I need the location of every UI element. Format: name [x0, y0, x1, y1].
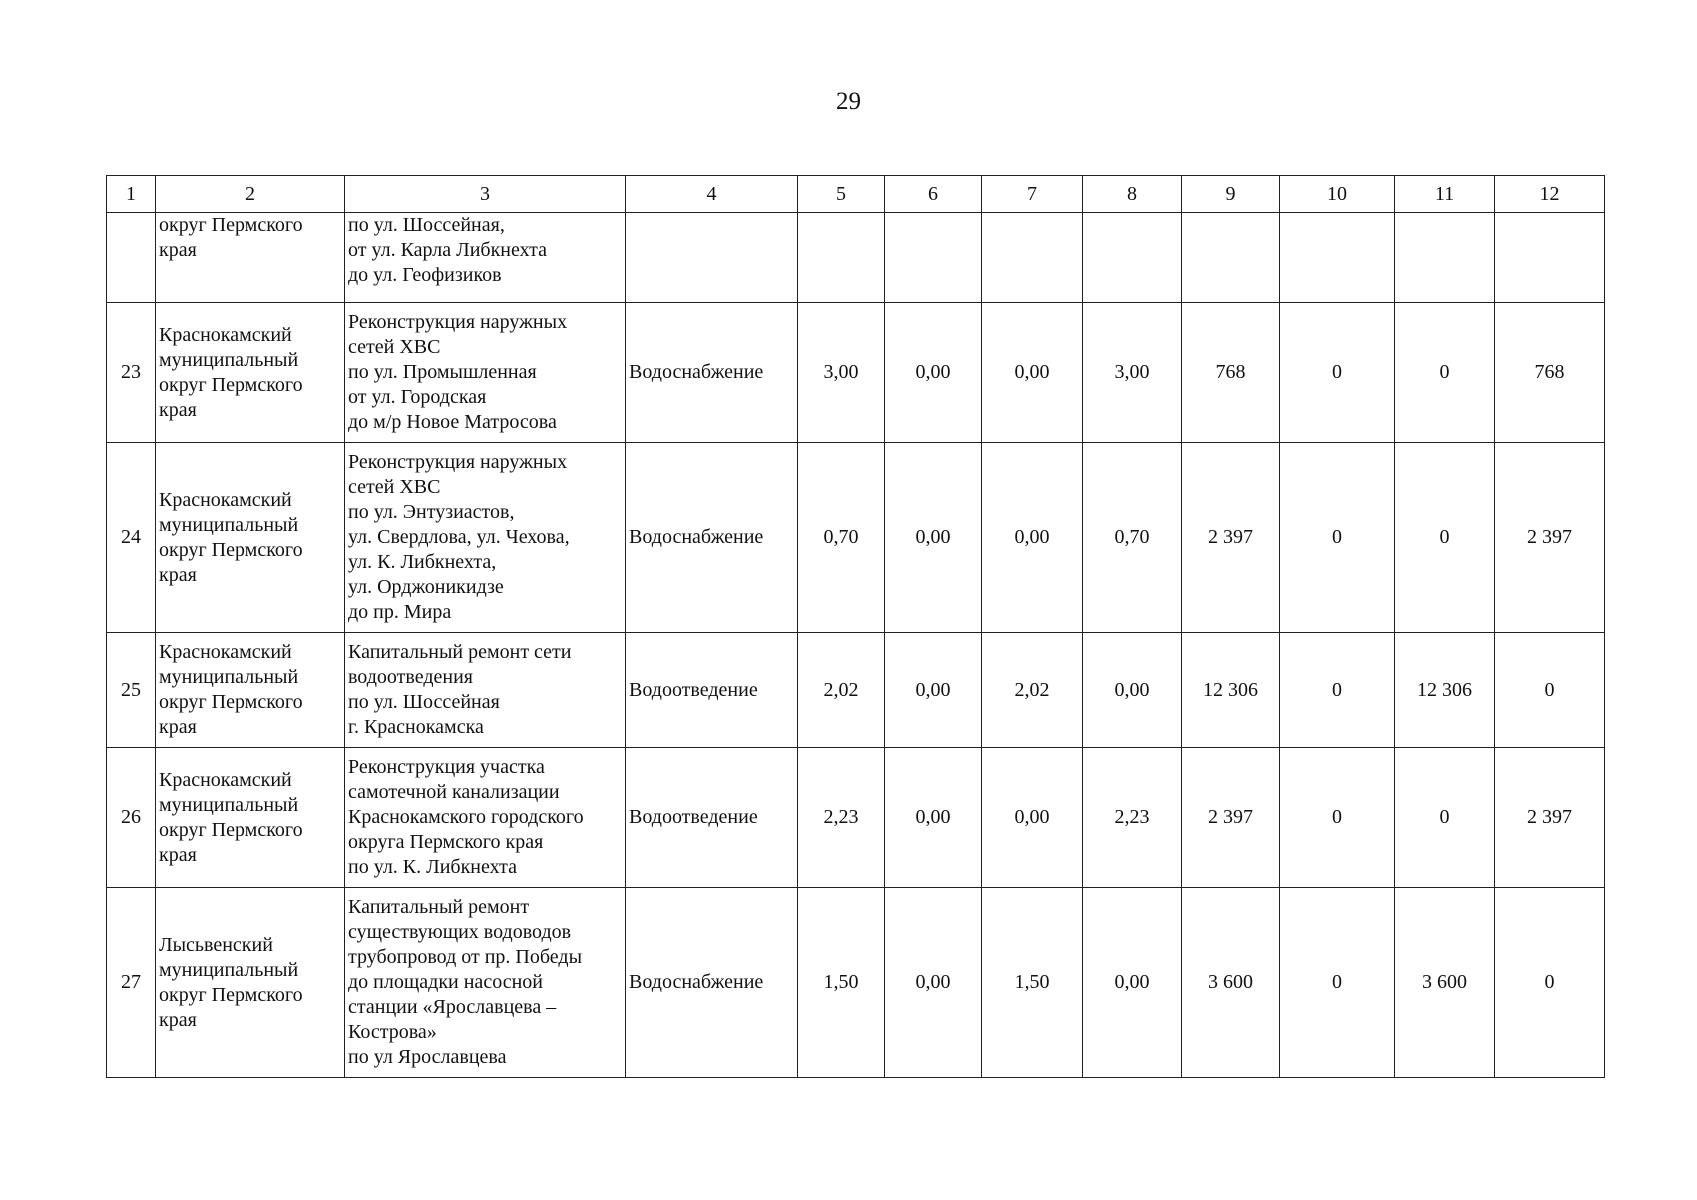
- row-number-cell: 26: [107, 748, 156, 888]
- value-cell-8: 3,00: [1083, 303, 1182, 443]
- value-cell-12: [1495, 213, 1605, 303]
- value-cell-9: 768: [1182, 303, 1280, 443]
- value-cell-12: 768: [1495, 303, 1605, 443]
- data-table: [106, 175, 1605, 1078]
- value-cell-9: 12 306: [1182, 633, 1280, 748]
- row-number-cell: 24: [107, 443, 156, 633]
- value-cell-5: 2,02: [798, 633, 885, 748]
- row-number-cell: [107, 213, 156, 303]
- value-cell-11: [1395, 213, 1495, 303]
- column-header: 8: [1083, 176, 1182, 213]
- page-number: 29: [836, 88, 861, 115]
- table-row: [107, 303, 1605, 443]
- value-cell-8: 0,00: [1083, 888, 1182, 1078]
- service-type-cell: Водоснабжение: [626, 443, 798, 633]
- value-cell-9: 2 397: [1182, 748, 1280, 888]
- object-description-cell: по ул. Шоссейная, от ул. Карла Либкнехта до ул. Геофизиков: [345, 213, 626, 303]
- column-header: 9: [1182, 176, 1280, 213]
- service-type-cell: Водоотведение: [626, 633, 798, 748]
- value-cell-10: 0: [1280, 443, 1395, 633]
- table-body: [107, 176, 1605, 1078]
- value-cell-5: [798, 213, 885, 303]
- value-cell-10: [1280, 213, 1395, 303]
- value-cell-5: 2,23: [798, 748, 885, 888]
- value-cell-12: 2 397: [1495, 748, 1605, 888]
- object-description-cell: Капитальный ремонт существующих водоводов трубопровод от пр. Победы до площадки насосной станции «Ярославцева – Кострова» по ул Ярославцева: [345, 888, 626, 1078]
- value-cell-8: 0,00: [1083, 633, 1182, 748]
- value-cell-6: 0,00: [885, 748, 982, 888]
- value-cell-11: 12 306: [1395, 633, 1495, 748]
- row-number-cell: 25: [107, 633, 156, 748]
- value-cell-10: 0: [1280, 888, 1395, 1078]
- value-cell-11: 3 600: [1395, 888, 1495, 1078]
- object-description-cell: Капитальный ремонт сети водоотведения по ул. Шоссейная г. Краснокамска: [345, 633, 626, 748]
- value-cell-6: 0,00: [885, 303, 982, 443]
- table-row: [107, 748, 1605, 888]
- value-cell-7: 1,50: [982, 888, 1083, 1078]
- column-header: 2: [156, 176, 345, 213]
- column-header: 4: [626, 176, 798, 213]
- value-cell-6: [885, 213, 982, 303]
- object-description-cell: Реконструкция наружных сетей ХВС по ул. Промышленная от ул. Городская до м/р Новое Матросова: [345, 303, 626, 443]
- column-header: 3: [345, 176, 626, 213]
- municipality-cell: Лысьвенский муниципальный округ Пермского края: [156, 888, 345, 1078]
- table-row: [107, 443, 1605, 633]
- column-header: 6: [885, 176, 982, 213]
- column-header: 7: [982, 176, 1083, 213]
- value-cell-9: 2 397: [1182, 443, 1280, 633]
- value-cell-6: 0,00: [885, 888, 982, 1078]
- value-cell-7: 0,00: [982, 443, 1083, 633]
- service-type-cell: [626, 213, 798, 303]
- table-row: [107, 888, 1605, 1078]
- value-cell-9: 3 600: [1182, 888, 1280, 1078]
- value-cell-5: 1,50: [798, 888, 885, 1078]
- municipality-cell: Краснокамский муниципальный округ Пермского края: [156, 443, 345, 633]
- table-header-row: [107, 176, 1605, 213]
- column-header: 10: [1280, 176, 1395, 213]
- value-cell-10: 0: [1280, 303, 1395, 443]
- service-type-cell: Водоснабжение: [626, 303, 798, 443]
- value-cell-7: 0,00: [982, 303, 1083, 443]
- value-cell-11: 0: [1395, 303, 1495, 443]
- value-cell-6: 0,00: [885, 443, 982, 633]
- value-cell-7: 0,00: [982, 748, 1083, 888]
- value-cell-7: [982, 213, 1083, 303]
- value-cell-8: 0,70: [1083, 443, 1182, 633]
- value-cell-12: 0: [1495, 888, 1605, 1078]
- value-cell-6: 0,00: [885, 633, 982, 748]
- value-cell-8: 2,23: [1083, 748, 1182, 888]
- value-cell-10: 0: [1280, 633, 1395, 748]
- object-description-cell: Реконструкция участка самотечной канализации Краснокамского городского округа Пермского края по ул. К. Либкнехта: [345, 748, 626, 888]
- column-header: 12: [1495, 176, 1605, 213]
- municipality-cell: округ Пермского края: [156, 213, 345, 303]
- column-header: 1: [107, 176, 156, 213]
- table-row: [107, 633, 1605, 748]
- table-row: [107, 213, 1605, 303]
- municipality-cell: Краснокамский муниципальный округ Пермского края: [156, 633, 345, 748]
- value-cell-11: 0: [1395, 443, 1495, 633]
- value-cell-12: 2 397: [1495, 443, 1605, 633]
- object-description-cell: Реконструкция наружных сетей ХВС по ул. Энтузиастов, ул. Свердлова, ул. Чехова, ул. К. Либкнехта, ул. Орджоникидзе до пр. Мира: [345, 443, 626, 633]
- row-number-cell: 27: [107, 888, 156, 1078]
- value-cell-8: [1083, 213, 1182, 303]
- value-cell-7: 2,02: [982, 633, 1083, 748]
- municipality-cell: Краснокамский муниципальный округ Пермского края: [156, 303, 345, 443]
- municipality-cell: Краснокамский муниципальный округ Пермского края: [156, 748, 345, 888]
- value-cell-5: 3,00: [798, 303, 885, 443]
- value-cell-5: 0,70: [798, 443, 885, 633]
- column-header: 5: [798, 176, 885, 213]
- column-header: 11: [1395, 176, 1495, 213]
- row-number-cell: 23: [107, 303, 156, 443]
- service-type-cell: Водоснабжение: [626, 888, 798, 1078]
- value-cell-11: 0: [1395, 748, 1495, 888]
- value-cell-12: 0: [1495, 633, 1605, 748]
- service-type-cell: Водоотведение: [626, 748, 798, 888]
- value-cell-10: 0: [1280, 748, 1395, 888]
- value-cell-9: [1182, 213, 1280, 303]
